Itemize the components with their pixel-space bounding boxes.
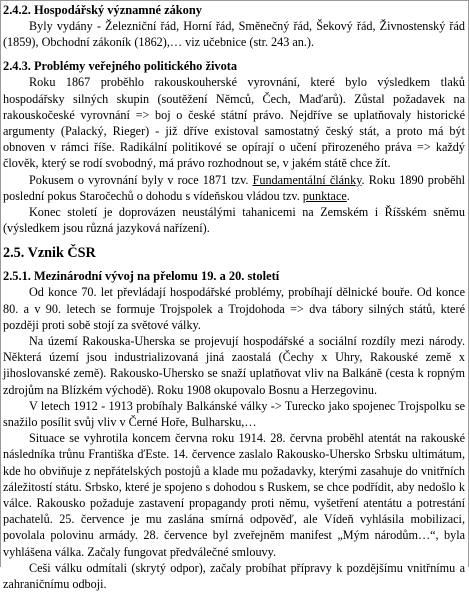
paragraph: Konec století je doprovázen neustálými tahanicemi na Zemském i Říšském sněmu (výsledkem jsou různá jazyková nařízení). xyxy=(3,205,465,236)
paragraph: Situace se vyhrotila koncem června roku 1914. 28. června proběhl atentát na rakouské následníka trůnu Františka ďEste. 14. července zaslalo Rakousko-Uhersko Srbsku ultimátum, kde ho obviňuje z nepřátelských postojů a klade mu požadavky, kterými zasahuje do vnitřních záležitostí státu. Srbsko, které je spojeno s dohodou s Ruskem, se chce podřídit, aby nedošlo k válce. Rakousko požaduje zastavení propagandy proti němu, vyšetření atentátu a potrestání pachatelů. 25. července je mu zaslána smírná odpověď, ale Vídeň vyhlásila mobilizaci, povolala polovinu armády. 28. července byl zveřejněm manifest „Mým národům…“, byla vyhlášena válka. Začaly fungovat předválečné smlouvy. xyxy=(3,431,465,559)
paragraph: Od konce 70. let převládají hospodářské problémy, probíhají dělnické bouře. Od konce 80. a v 90. letech se formuje Trojspolek a Trojdohoda => dva tábory silných států, které později proti sobě stojí za světové války. xyxy=(3,285,465,332)
page-border-left xyxy=(0,0,1,567)
paragraph: Na území Rakouska-Uherska se projevují hospodářské a sociální rozdíly mezi národy. Některá území jsou industrializovaná jiná zaostalá (Čechy x Uhry, Rakouské země x jihoslovanské země). Rakousko-Uhersko se snaží uplatňovat vliv na Balkáně (cesta k ropným zdrojům na Blízkém východě). Roku 1908 okupovalo Bosnu a Herzegovinu. xyxy=(3,334,465,397)
paragraph: Byly vydány - Železniční řád, Horní řád, Směnečný řád, Šekový řád, Živnostenský řád (1859), Obchodní zákoník (1862),… viz učebnice (str. 243 an.). xyxy=(3,19,465,50)
paragraph: Roku 1867 proběhlo rakouskouherské vyrovnání, které bylo výsledkem tlaků hospodářsky silných skupin (soutěžení Němců, Čech, Maďarů). Zůstal požadavek na rakouskočeské vyrovnání => boj o české státní právo. Nejdříve se uplatňovaly historické argumenty (Palacký, Rieger) - již dříve existoval samostatný český stát, a proto má být obnoven v rámci říše. Radikální politikové se opírají o učení přirozeného práva => každý člověk, který se rodí svobodný, má právo rozhodnout se, v jakém státě chce žít. xyxy=(3,75,465,171)
paragraph-text: . Roku 1890 proběhl poslední pokus Staročechů o dohodu s vídeňskou vládou tzv. xyxy=(3,172,466,203)
paragraph: V letech 1912 - 1913 probíhaly Balkánské války -> Turecko jako spojenec Trojspolku se snažilo posílit svůj vliv v Černé Hoře, Bulharsku,… xyxy=(3,398,465,430)
paragraph-text: . xyxy=(346,188,350,203)
section-heading-2-5: 2.5. Vznik ČSR xyxy=(3,245,96,262)
paragraph xyxy=(3,172,465,204)
link-fundamentalni-clanky[interactable]: Fundamentální články xyxy=(252,172,362,187)
page-border-top xyxy=(0,0,469,1)
paragraph: Ceši válku odmítali (skrytý odpor), začaly probíhat přípravy k pozdějšímu vnitřnímu a zahraničnímu odboji. xyxy=(3,560,465,592)
section-heading-2-4-3: 2.4.3. Problémy veřejného politického života xyxy=(3,59,238,74)
section-heading-2-5-1: 2.5.1. Mezinárodní vývoj na přelomu 19. a 20. století xyxy=(3,269,280,284)
section-heading-2-4-2: 2.4.2. Hospodářský významné zákony xyxy=(3,3,202,17)
link-punktace[interactable]: punktace xyxy=(302,188,347,203)
paragraph-text: Pokusem o vyrovnání byly v roce 1871 tzv. xyxy=(29,172,253,187)
